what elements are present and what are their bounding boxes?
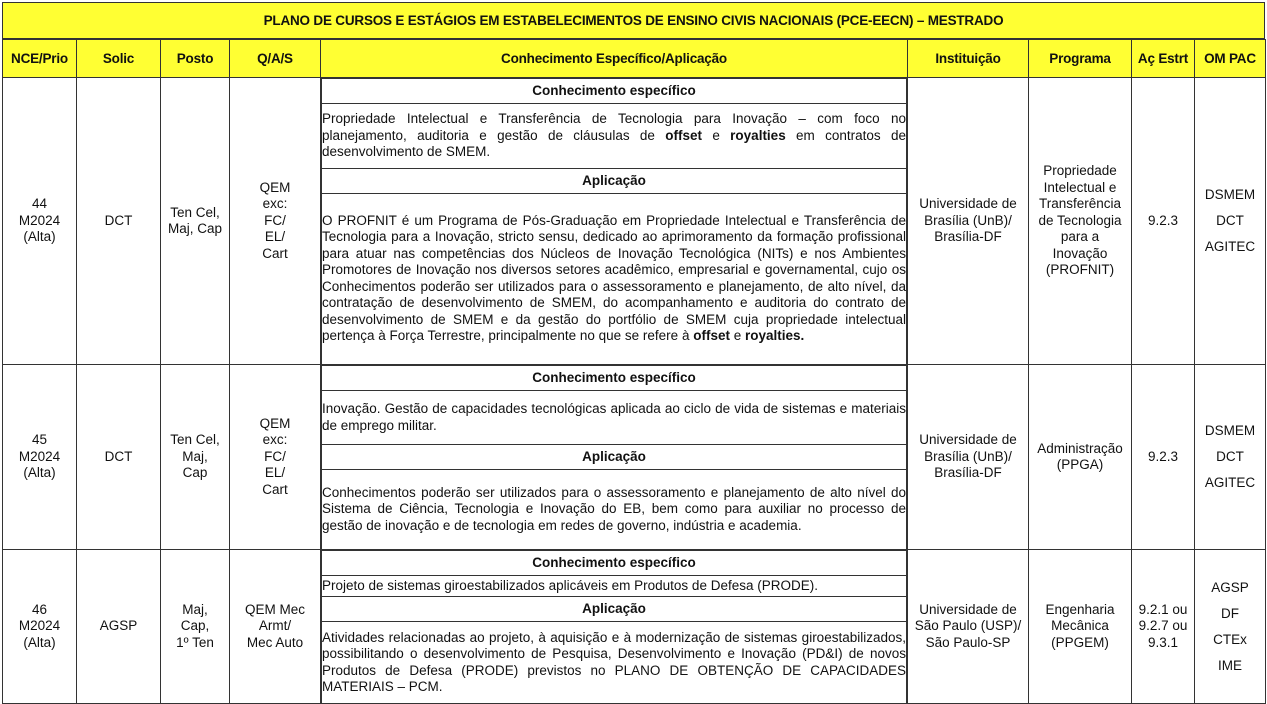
cell-solic: AGSP [77, 550, 161, 704]
cell-nce [3, 78, 77, 365]
cell-ac [1132, 78, 1195, 365]
programa-line: Transferência [1038, 196, 1122, 212]
posto-line: Cap, [180, 618, 210, 634]
body-text: em contratos de desenvolvimento de SMEM. [322, 127, 906, 160]
ap-header-row [322, 445, 907, 470]
instituicao-line: Universidade de [919, 601, 1017, 617]
ap-text [322, 622, 907, 703]
ce-header: Conhecimento específico [322, 366, 907, 391]
table-row [3, 78, 1266, 365]
ap-header-row [322, 168, 907, 193]
instituicao-line: São Paulo (USP)/ [914, 618, 1022, 634]
header-qas: Q/A/S [230, 40, 321, 78]
cell-solic: DCT [77, 78, 161, 365]
conhecimento-subtable [321, 365, 907, 549]
ce-header-row [322, 79, 907, 104]
cell-om [1195, 78, 1266, 365]
om-item: CTEx [1213, 631, 1247, 647]
ap-text-row [322, 622, 907, 703]
header-solic: Solic [77, 40, 161, 78]
cell-conhecimento [321, 78, 908, 365]
qas-line: FC/ [264, 212, 286, 228]
cell-qas [230, 78, 321, 365]
nce-line: (Alta) [23, 229, 56, 245]
instituicao-line: Universidade de [919, 432, 1017, 448]
qas-line: Armt/ [258, 618, 292, 634]
cell-om [1195, 365, 1266, 550]
cell-solic: DCT [77, 365, 161, 550]
ce-text [322, 576, 907, 597]
header-programa: Programa [1029, 40, 1132, 78]
cell-instituicao [908, 365, 1029, 550]
nce-line: 46 [31, 601, 48, 617]
nce-line: M2024 [18, 618, 61, 634]
keyword-text: offset [665, 127, 702, 143]
cell-qas [230, 365, 321, 550]
keyword-text: offset [693, 328, 730, 344]
header-conhecimento: Conhecimento Específico/Aplicação [321, 40, 908, 78]
cell-instituicao [908, 550, 1029, 704]
programa-line: (PPGA) [1056, 457, 1104, 472]
posto-line: Maj, [182, 601, 208, 617]
programa-line: Intelectual e [1043, 179, 1117, 195]
cell-om [1195, 550, 1266, 704]
keyword-text: royalties [730, 127, 786, 143]
ce-text-row [322, 391, 907, 445]
ac-line: 9.3.1 [1147, 634, 1179, 650]
instituicao-line: Universidade de [919, 196, 1017, 212]
qas-line: exc: [262, 196, 288, 212]
body-text: Projeto de sistemas giroestabilizados aplicáveis em Produtos de Defesa (PRODE). [322, 577, 818, 593]
programa-line: Engenharia [1045, 601, 1115, 617]
qas-line: QEM [259, 415, 291, 431]
ac-line: 9.2.3 [1147, 212, 1179, 228]
ac-line: 9.2.7 ou [1138, 618, 1188, 634]
nce-line: (Alta) [23, 634, 56, 650]
qas-line: FC/ [264, 448, 286, 464]
programa-line: de Tecnologia [1038, 212, 1122, 228]
cell-ac [1132, 550, 1195, 704]
ce-text-row [322, 104, 907, 169]
om-item: AGITEC [1204, 239, 1256, 254]
cell-conhecimento [321, 365, 908, 550]
keyword-text: royalties. [744, 328, 805, 344]
instituicao-line: Brasília-DF [934, 229, 1002, 245]
qas-line: Mec Auto [246, 634, 304, 650]
cell-posto [161, 78, 230, 365]
body-text: Propriedade Intelectual e Transferência de Tecnologia para Inovação – com foco no planejamento, auditoria e gestão de cláusulas de [322, 111, 906, 143]
qas-line: Cart [262, 481, 288, 497]
qas-line: exc: [262, 432, 288, 448]
om-item: DCT [1216, 213, 1244, 228]
ap-header-row [322, 597, 907, 622]
ap-header: Aplicação [322, 597, 907, 622]
instituicao-line: Brasília-DF [934, 465, 1002, 481]
cell-ac [1132, 365, 1195, 550]
ap-text [322, 193, 907, 364]
cell-nce [3, 365, 77, 550]
om-item: IME [1217, 657, 1242, 673]
body-text: Atividades relacionadas ao projeto, à aquisição e à modernização de sistemas giroestabilizados, possibilitando o desenvolvimento de Pesquisa, Desenvolvimento e Inovação (PD&I) de novos Produtos de Defesa (PRODE) previstos no PLANO DE OBTENÇÃO DE CAPACIDADES MATERIAIS – PCM. [322, 629, 906, 695]
posto-line: Ten Cel, [170, 204, 220, 220]
posto-line: Ten Cel, [170, 432, 220, 448]
nce-line: 44 [31, 196, 48, 212]
instituicao-line: Brasília (UnB)/ [924, 448, 1012, 464]
om-item: AGITEC [1204, 475, 1256, 490]
programa-line: Mecânica [1051, 618, 1109, 634]
cell-posto [161, 365, 230, 550]
cell-programa [1029, 78, 1132, 365]
om-item: AGSP [1211, 579, 1249, 595]
header-om: OM PAC [1195, 40, 1266, 78]
cell-programa [1029, 550, 1132, 704]
ac-line: 9.2.3 [1147, 448, 1179, 464]
ap-text [322, 470, 907, 549]
qas-line: QEM [259, 179, 291, 195]
posto-line: Cap [182, 465, 208, 481]
posto-line: Maj, [182, 448, 208, 464]
cell-qas [230, 550, 321, 704]
ap-text-row [322, 193, 907, 364]
body-text: Conhecimentos poderão ser utilizados para o assessoramento e planejamento de alto nível do Sistema de Ciência, Tecnologia e Inovação do EB, bem como para auxiliar no processo de gestão de inovação e de tecnologia em redes de governo, indústria e academia. [322, 484, 906, 533]
header-row [3, 40, 1266, 78]
qas-line: Cart [262, 245, 288, 261]
header-posto: Posto [161, 40, 230, 78]
cell-programa [1029, 365, 1132, 550]
body-text: O PROFNIT é um Programa de Pós-Graduação em Propriedade Intelectual e Transferência de Tecnologia para a Inovação, stricto sensu, dedicado ao aprimoramento da formação profissional para atuar nas competências dos Núcleos de Inovação Tecnológica (NITs) e nos Ambientes Promotores de Inovação nos diversos setores acadêmico, empresarial e governamental, cujo os Conhecimentos poderão ser utilizados para o assessoramento e planejamento, de alto nível, da contratação de desenvolvimento de SMEM, do acompanhamento e auditoria do contrato de desenvolvimento de SMEM e da gestão do portfólio de SMEM cuja propriedade intelectual pertença à Força Terrestre, principalmente no que se refere à [322, 212, 906, 344]
programa-line: (PROFNIT) [1045, 262, 1115, 278]
programa-line: Propriedade [1043, 163, 1117, 179]
om-item: DCT [1216, 449, 1244, 464]
programa-line: Administração [1037, 440, 1123, 456]
ce-text [322, 391, 907, 445]
body-text: Inovação. Gestão de capacidades tecnológicas aplicada ao ciclo de vida de sistemas e materiais de emprego militar. [322, 401, 906, 433]
programa-line: Inovação [1052, 245, 1108, 261]
instituicao-line: São Paulo-SP [925, 634, 1011, 650]
body-text: e [729, 328, 745, 344]
instituicao-line: Brasília (UnB)/ [924, 212, 1012, 228]
qas-line: EL/ [264, 229, 286, 245]
table-row [3, 365, 1266, 550]
ce-text-row [322, 576, 907, 597]
cell-instituicao [908, 78, 1029, 365]
ap-header: Aplicação [322, 168, 907, 193]
table-title: PLANO DE CURSOS E ESTÁGIOS EM ESTABELECIMENTOS DE ENSINO CIVIS NACIONAIS (PCE-EECN) – MESTRADO [2, 2, 1265, 39]
ce-header-row [322, 551, 907, 576]
ce-header: Conhecimento específico [322, 551, 907, 576]
programa-line: (PPGEM) [1051, 634, 1109, 650]
header-instituicao: Instituição [908, 40, 1029, 78]
table-row [3, 550, 1266, 704]
om-item: DF [1221, 605, 1239, 621]
nce-line: M2024 [18, 212, 61, 228]
cell-nce [3, 550, 77, 704]
programa-line: para a [1060, 229, 1100, 245]
posto-line: 1º Ten [176, 634, 214, 650]
conhecimento-subtable [321, 550, 907, 703]
ce-header: Conhecimento específico [322, 79, 907, 104]
body-text: e [702, 127, 731, 143]
courses-table [2, 39, 1266, 704]
cell-posto [161, 550, 230, 704]
om-item: DSMEM [1204, 423, 1256, 438]
nce-line: 45 [31, 432, 48, 448]
qas-line: QEM Mec [244, 601, 305, 617]
posto-line: Maj, Cap [167, 221, 223, 236]
ce-header-row [322, 366, 907, 391]
om-item: DSMEM [1204, 187, 1256, 202]
header-ac: Aç Estrt [1132, 40, 1195, 78]
ap-text-row [322, 470, 907, 549]
header-nce: NCE/Prio [3, 40, 77, 78]
ap-header: Aplicação [322, 445, 907, 470]
cell-conhecimento [321, 550, 908, 704]
nce-line: (Alta) [23, 465, 56, 481]
ce-text [322, 104, 907, 169]
nce-line: M2024 [18, 448, 61, 464]
ac-line: 9.2.1 ou [1138, 601, 1188, 617]
qas-line: EL/ [264, 465, 286, 481]
conhecimento-subtable [321, 78, 907, 364]
